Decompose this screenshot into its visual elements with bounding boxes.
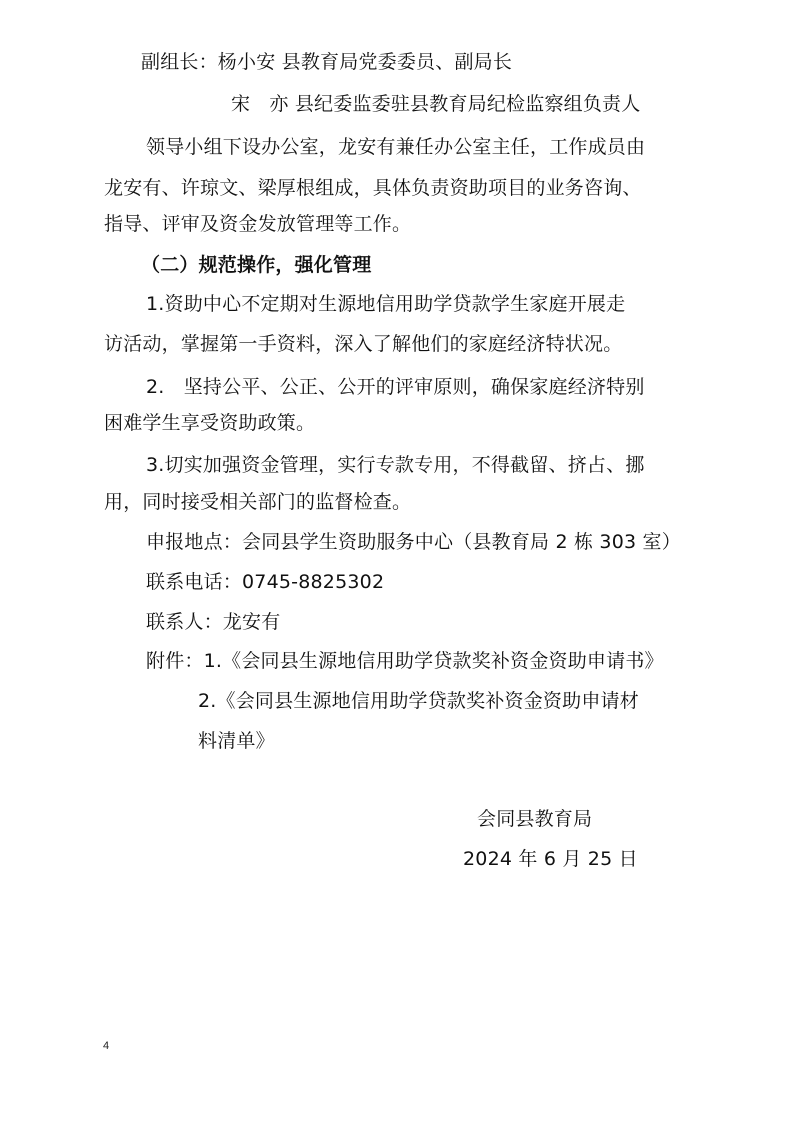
office-paragraph-line: 龙安有、许琼文、梁厚根组成，具体负责资助项目的业务咨询、 xyxy=(104,177,642,199)
item-2-line: 困难学生享受资助政策。 xyxy=(104,412,316,434)
attachment-2-line: 2.《会同县生源地信用助学贷款奖补资金资助申请材 xyxy=(198,690,639,712)
signature-org: 会同县教育局 xyxy=(477,808,593,830)
page-number: 4 xyxy=(103,1040,110,1052)
item-1-line: 访活动，掌握第一手资料，深入了解他们的家庭经济特状况。 xyxy=(104,333,623,355)
address-line: 申报地点：会同县学生资助服务中心（县教育局 2 栋 303 室） xyxy=(146,531,681,553)
contact-line: 联系人：龙安有 xyxy=(146,611,281,633)
item-1-line: 1.资助中心不定期对生源地信用助学贷款学生家庭开展走 xyxy=(146,293,626,315)
attachment-1: 附件：1.《会同县生源地信用助学贷款奖补资金资助申请书》 xyxy=(146,650,664,672)
office-paragraph-line: 领导小组下设办公室，龙安有兼任办公室主任，工作成员由 xyxy=(146,136,646,158)
attachment-2-line: 料清单》 xyxy=(198,730,275,752)
phone-line: 联系电话：0745-8825302 xyxy=(146,571,385,593)
item-2-line: 2. 坚持公平、公正、公开的评审原则，确保家庭经济特别 xyxy=(146,376,645,398)
signature-date: 2024 年 6 月 25 日 xyxy=(463,848,638,870)
item-3-line: 3.切实加强资金管理，实行专款专用，不得截留、挤占、挪 xyxy=(146,454,645,476)
item-3-line: 用，同时接受相关部门的监督检查。 xyxy=(104,491,412,513)
office-paragraph-line: 指导、评审及资金发放管理等工作。 xyxy=(104,213,412,235)
deputy-leader-line: 副组长：杨小安 县教育局党委委员、副局长 xyxy=(141,51,513,73)
deputy-leader-line-2: 宋 亦 县纪委监委驻县教育局纪检监察组负责人 xyxy=(231,93,641,115)
section-heading: （二）规范操作，强化管理 xyxy=(141,254,372,276)
